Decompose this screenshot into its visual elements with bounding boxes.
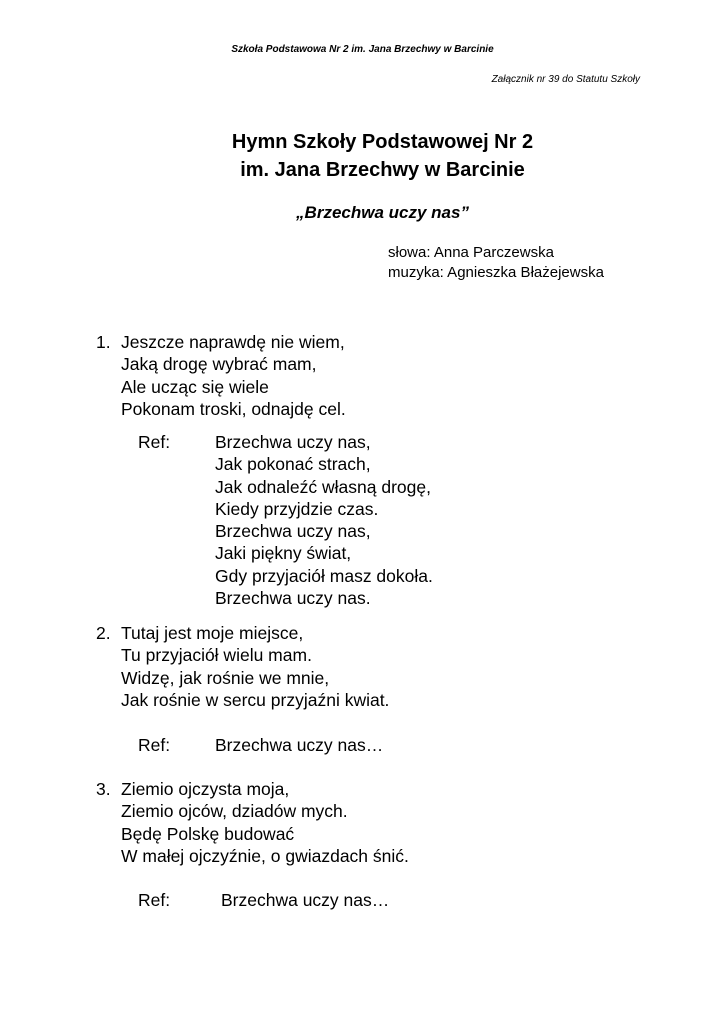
attachment-note: Załącznik nr 39 do Statutu Szkoły bbox=[491, 74, 640, 85]
verse-lines bbox=[121, 778, 409, 867]
refrain-line: Jaki piękny świat, bbox=[215, 543, 352, 564]
verse-number: 2. bbox=[96, 623, 111, 643]
refrain-line: Brzechwa uczy nas, bbox=[215, 521, 371, 542]
verse-number: 1. bbox=[96, 332, 111, 352]
verse-line: Tutaj jest moje miejsce, bbox=[121, 623, 304, 643]
refrain-lines bbox=[215, 431, 433, 609]
verse-line: Pokonam troski, odnajdę cel. bbox=[121, 398, 346, 419]
refrain-short-line: Brzechwa uczy nas… bbox=[215, 735, 384, 755]
refrain-line: Brzechwa uczy nas. bbox=[215, 588, 371, 609]
verse-number: 3. bbox=[96, 779, 111, 799]
verse-line: Tu przyjaciół wielu mam. bbox=[121, 645, 312, 666]
refrain-short-line: Brzechwa uczy nas… bbox=[221, 890, 390, 910]
verse-lines bbox=[121, 622, 389, 711]
page-title bbox=[0, 128, 725, 184]
lyrics-credit: słowa: Anna Parczewska bbox=[388, 244, 554, 261]
refrain-label: Ref: bbox=[138, 890, 171, 910]
music-credit: muzyka: Agnieszka Błażejewska bbox=[388, 264, 604, 281]
school-header: Szkoła Podstawowa Nr 2 im. Jana Brzechwy w Barcinie bbox=[231, 44, 494, 55]
refrain-label: Ref: bbox=[138, 735, 171, 755]
refrain-label: Ref: bbox=[138, 432, 171, 452]
refrain-line: Jak pokonać strach, bbox=[215, 454, 371, 475]
verse-line: Widzę, jak rośnie we mnie, bbox=[121, 667, 330, 688]
verse-line: Jak rośnie w sercu przyjaźni kwiat. bbox=[121, 689, 390, 710]
refrain-line: Gdy przyjaciół masz dokoła. bbox=[215, 565, 433, 586]
refrain-line: Brzechwa uczy nas, bbox=[215, 432, 371, 452]
title-line-1: Hymn Szkoły Podstawowej Nr 2 bbox=[231, 131, 534, 153]
credits bbox=[388, 243, 604, 283]
title-line-2: im. Jana Brzechwy w Barcinie bbox=[240, 159, 525, 181]
verse-line: Ale ucząc się wiele bbox=[121, 376, 269, 397]
verse-line: W małej ojczyźnie, o gwiazdach śnić. bbox=[121, 845, 409, 866]
refrain-line: Jak odnaleźć własną drogę, bbox=[215, 476, 431, 497]
hymn-subtitle: „Brzechwa uczy nas” bbox=[296, 203, 469, 222]
verse-lines bbox=[121, 331, 346, 420]
verse-line: Ziemio ojców, dziadów mych. bbox=[121, 801, 348, 822]
verse-line: Będę Polskę budować bbox=[121, 823, 295, 844]
verse-line: Jaką drogę wybrać mam, bbox=[121, 354, 317, 375]
verse-line: Jeszcze naprawdę nie wiem, bbox=[121, 332, 345, 352]
refrain-line: Kiedy przyjdzie czas. bbox=[215, 498, 379, 519]
verse-line: Ziemio ojczysta moja, bbox=[121, 779, 290, 799]
